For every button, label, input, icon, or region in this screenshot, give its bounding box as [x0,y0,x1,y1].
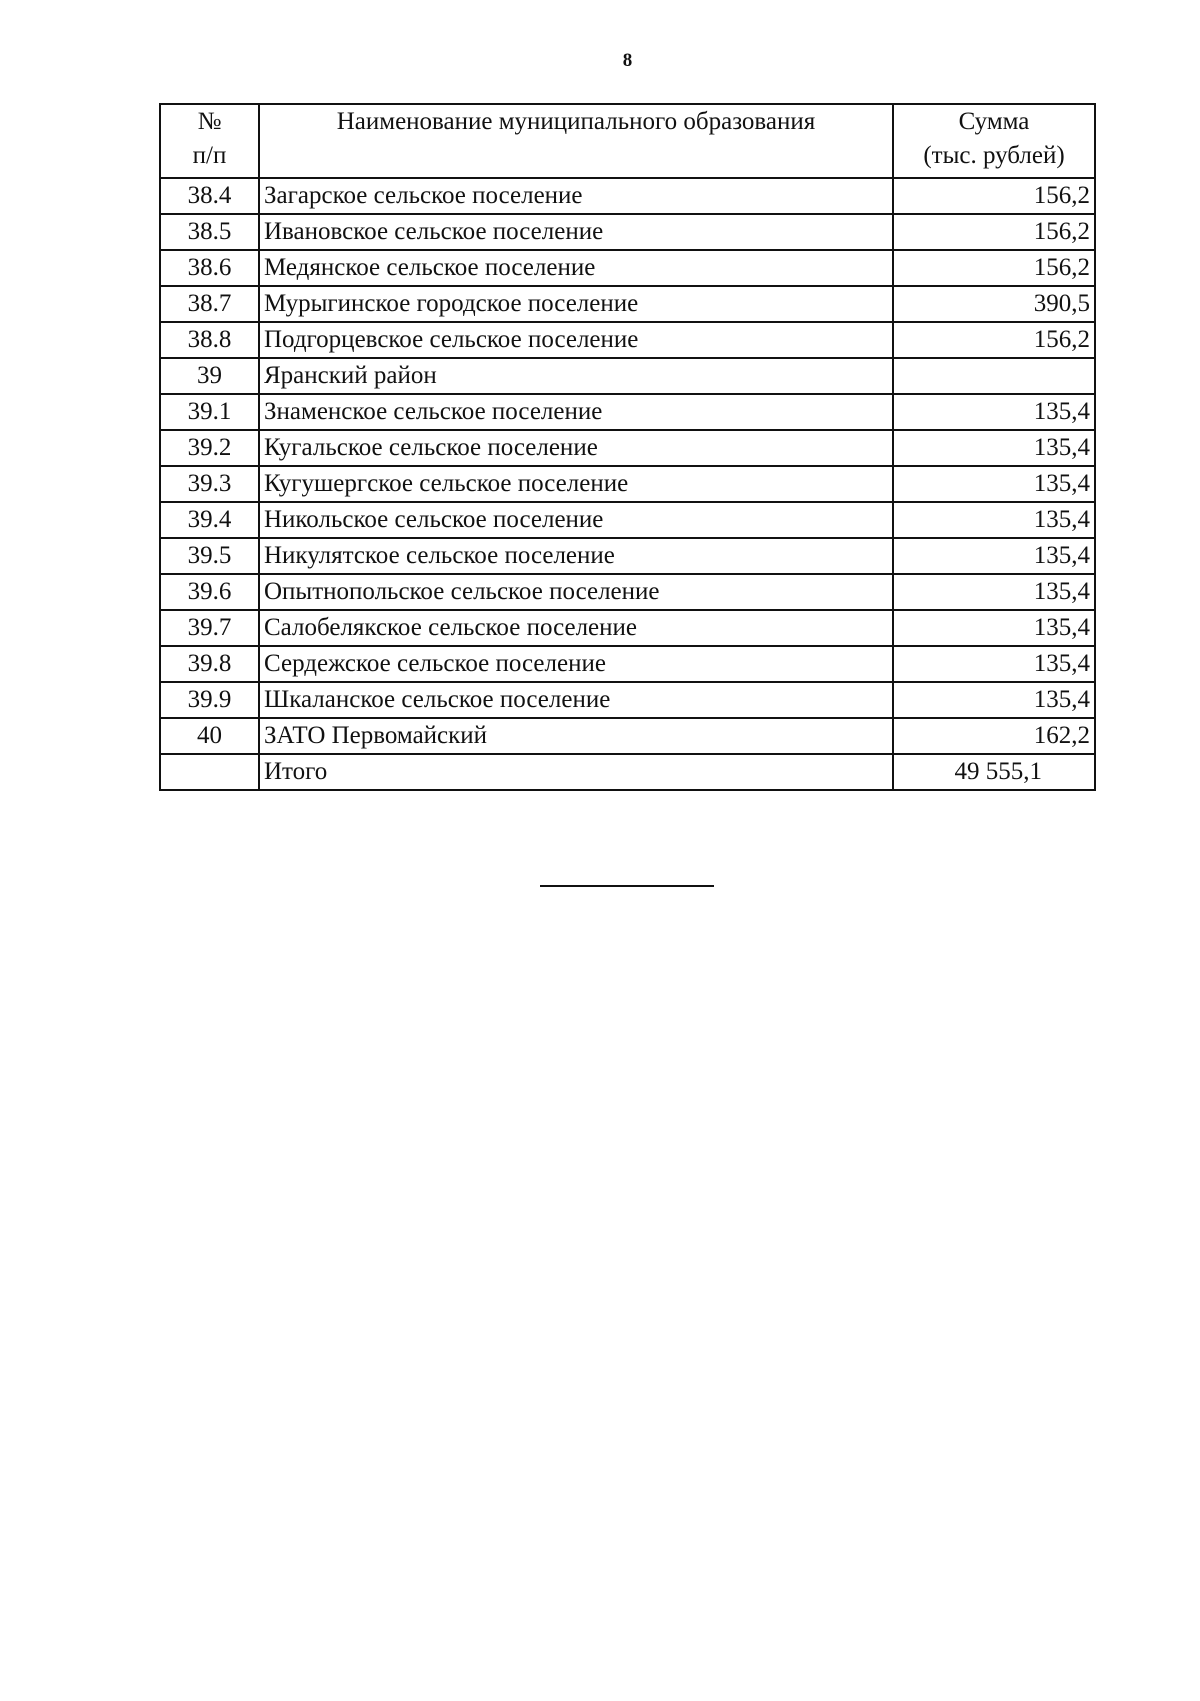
table-row [160,322,1095,358]
row-sum: 135,4 [893,610,1095,646]
row-name: Итого [259,754,893,790]
row-sum: 135,4 [893,430,1095,466]
row-name: Сердежское сельское поселение [259,646,893,682]
table-row [160,286,1095,322]
end-divider [540,885,714,887]
header-row [160,104,1095,178]
header-number [160,104,259,178]
row-sum: 49 555,1 [893,754,1095,790]
row-number: 38.5 [160,214,259,250]
row-number: 39.7 [160,610,259,646]
table-row [160,214,1095,250]
table-body [160,178,1095,790]
row-sum: 156,2 [893,178,1095,214]
table-row [160,718,1095,754]
table-row [160,250,1095,286]
table-row [160,466,1095,502]
table-row [160,502,1095,538]
row-number: 40 [160,718,259,754]
row-name: Никулятское сельское поселение [259,538,893,574]
row-name: Подгорцевское сельское поселение [259,322,893,358]
row-sum: 135,4 [893,682,1095,718]
row-number: 39.2 [160,430,259,466]
table-row [160,574,1095,610]
header-sum [893,104,1095,178]
row-name: ЗАТО Первомайский [259,718,893,754]
row-name: Медянское сельское поселение [259,250,893,286]
row-sum: 135,4 [893,394,1095,430]
row-sum: 156,2 [893,214,1095,250]
row-name: Ивановское сельское поселение [259,214,893,250]
row-sum: 135,4 [893,538,1095,574]
row-number [160,754,259,790]
row-sum: 390,5 [893,286,1095,322]
page-number: 8 [622,50,633,71]
table-row [160,358,1095,394]
table-row [160,430,1095,466]
table-row [160,610,1095,646]
row-name: Кугальское сельское поселение [259,430,893,466]
row-name: Мурыгинское городское поселение [259,286,893,322]
row-name: Знаменское сельское поселение [259,394,893,430]
allocation-table [159,103,1096,791]
header-name-text: Наименование муниципального образования [336,108,816,135]
row-number: 39.8 [160,646,259,682]
row-number: 38.7 [160,286,259,322]
row-sum: 156,2 [893,250,1095,286]
row-name: Салобелякское сельское поселение [259,610,893,646]
row-number: 39.1 [160,394,259,430]
table-row [160,178,1095,214]
row-sum: 135,4 [893,466,1095,502]
header-sum-line2: (тыс. рублей) [923,142,1065,169]
header-sum-line1: Сумма [958,108,1030,135]
total-row [160,754,1095,790]
header-number-line2: п/п [192,142,227,169]
row-number: 39.3 [160,466,259,502]
row-number: 39.6 [160,574,259,610]
row-sum: 135,4 [893,646,1095,682]
table-header [160,104,1095,178]
table-row [160,646,1095,682]
row-sum: 156,2 [893,322,1095,358]
table-row [160,682,1095,718]
row-sum: 135,4 [893,574,1095,610]
row-sum: 162,2 [893,718,1095,754]
row-name: Загарское сельское поселение [259,178,893,214]
header-name [259,104,893,178]
row-number: 39.4 [160,502,259,538]
row-number: 38.4 [160,178,259,214]
table-row [160,394,1095,430]
row-number: 39 [160,358,259,394]
row-number: 38.8 [160,322,259,358]
row-name: Кугушергское сельское поселение [259,466,893,502]
row-number: 38.6 [160,250,259,286]
row-number: 39.5 [160,538,259,574]
row-name: Никольское сельское поселение [259,502,893,538]
row-name: Опытнопольское сельское поселение [259,574,893,610]
header-number-line1: № [197,108,222,135]
row-sum [893,358,1095,394]
row-name: Яранский район [259,358,893,394]
row-number: 39.9 [160,682,259,718]
row-name: Шкаланское сельское поселение [259,682,893,718]
table-row [160,538,1095,574]
row-sum: 135,4 [893,502,1095,538]
